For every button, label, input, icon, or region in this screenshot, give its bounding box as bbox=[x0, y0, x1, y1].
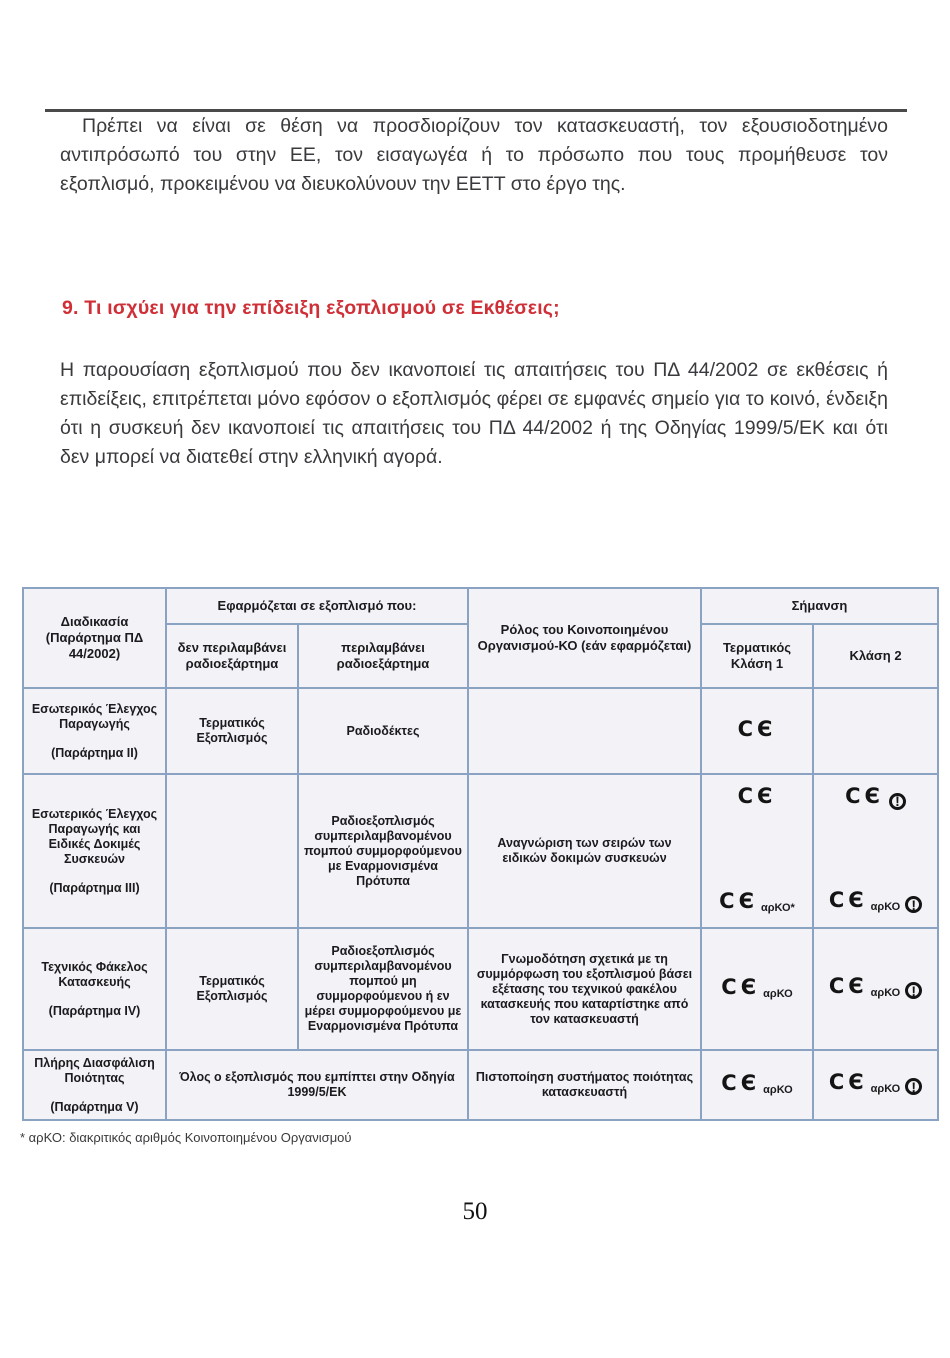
header-applies-group: Εφαρμόζεται σε εξοπλισμό που: bbox=[166, 588, 468, 624]
ce-mark: CЄ bbox=[737, 784, 777, 808]
cell-all-equipment: Όλος ο εξοπλισμός που εμπίπτει στην Οδηγία 1999/5/ΕΚ bbox=[166, 1050, 468, 1120]
alert-sign-icon: ! bbox=[905, 1078, 922, 1095]
page-number: 50 bbox=[462, 1198, 488, 1225]
cell-without-radio bbox=[166, 774, 298, 928]
cell-class2-marks bbox=[813, 1050, 938, 1120]
cell-procedure: Πλήρης Διασφάλιση Ποιότητας (Παράρτημα V) bbox=[23, 1050, 166, 1120]
cell-class1-marks bbox=[701, 928, 813, 1050]
cell-role: Πιστοποίηση συστήματος ποιότητας κατασκευαστή bbox=[468, 1050, 701, 1120]
table-row bbox=[23, 688, 938, 774]
alert-sign-icon: ! bbox=[905, 982, 922, 999]
ce-mark-arko: CЄ αρΚΟ bbox=[721, 974, 793, 1000]
cell-role: Αναγνώριση των σειρών των ειδικών δοκιμών συσκευών bbox=[468, 774, 701, 928]
alert-sign-icon: ! bbox=[889, 793, 906, 810]
table-row bbox=[23, 928, 938, 1050]
cell-class2-marks bbox=[813, 928, 938, 1050]
ce-mark: CЄ bbox=[737, 717, 777, 741]
cell-with-radio: Ραδιοεξοπλισμός συμπεριλαμβανομένου πομπού μη συμμορφούμενου ή εν μέρει συμμορφούμενου με Εναρμονισμένα Πρότυπα bbox=[298, 928, 468, 1050]
table-row bbox=[23, 1050, 938, 1120]
cell-class1-marks bbox=[701, 1050, 813, 1120]
header-class2: Κλάση 2 bbox=[813, 624, 938, 688]
conformity-procedures-table bbox=[22, 587, 939, 1121]
header-without-radio: δεν περιλαμβάνει ραδιοεξάρτημα bbox=[166, 624, 298, 688]
cell-class1-marks bbox=[701, 774, 813, 928]
section-heading: 9. Τι ισχύει για την επίδειξη εξοπλισμού σε Εκθέσεις; bbox=[62, 297, 560, 319]
header-terminal-class1: Τερματικός Κλάση 1 bbox=[701, 624, 813, 688]
cell-without-radio: Τερματικός Εξοπλισμός bbox=[166, 928, 298, 1050]
paragraph-exhibitions: Η παρουσίαση εξοπλισμού που δεν ικανοποιεί τις απαιτήσεις του ΠΔ 44/2002 σε εκθέσεις ή επιδείξεις, επιτρέπεται μόνο εφόσον ο εξοπλισμός φέρει σε εμφανές σημείο για το κοινό, ένδειξη ότι η συσκευή δεν ικανοποιεί τις απαιτήσεις του ΠΔ 44/2002 ή της Οδηγίας 1999/5/ΕΚ και ότι δεν μπορεί να διατεθεί στην ελληνική αγορά. bbox=[60, 359, 888, 468]
ce-mark-alert: CЄ ! bbox=[819, 789, 932, 810]
header-notified-body-role: Ρόλος του Κοινοποιημένου Οργανισμού-ΚΟ (εάν εφαρμόζεται) bbox=[468, 588, 701, 688]
cell-class1-marks bbox=[701, 688, 813, 774]
cell-class2-marks bbox=[813, 774, 938, 928]
header-with-radio: περιλαμβάνει ραδιοεξάρτημα bbox=[298, 624, 468, 688]
cell-without-radio: Τερματικός Εξοπλισμός bbox=[166, 688, 298, 774]
table-header-row-1 bbox=[23, 588, 938, 624]
ce-mark-arko-alert: CЄ αρΚΟ ! bbox=[829, 982, 922, 996]
table-row bbox=[23, 774, 938, 928]
cell-class2-marks bbox=[813, 688, 938, 774]
cell-with-radio: Ραδιοεξοπλισμός συμπεριλαμβανομένου πομπού συμμορφούμενου με Εναρμονισμένα Πρότυπα bbox=[298, 774, 468, 928]
cell-role: Γνωμοδότηση σχετικά με τη συμμόρφωση του εξοπλισμού βάσει εξέτασης του τεχνικού φακέλου κατασκευής που καταρτίστηκε από τον κατασκευαστή bbox=[468, 928, 701, 1050]
ce-mark-arko-alert: CЄ αρΚΟ ! bbox=[819, 893, 932, 914]
table-footnote: * αρΚΟ: διακριτικός αριθμός Κοινοποιημένου Οργανισμού bbox=[20, 1130, 352, 1145]
cell-procedure: Τεχνικός Φάκελος Κατασκευής (Παράρτημα IV) bbox=[23, 928, 166, 1050]
ce-mark-arko: CЄ αρΚΟ* bbox=[719, 889, 795, 914]
cell-with-radio: Ραδιοδέκτες bbox=[298, 688, 468, 774]
header-marking-group: Σήμανση bbox=[701, 588, 938, 624]
cell-procedure: Εσωτερικός Έλεγχος Παραγωγής (Παράρτημα ΙΙ) bbox=[23, 688, 166, 774]
cell-procedure: Εσωτερικός Έλεγχος Παραγωγής και Ειδικές Δοκιμές Συσκευών (Παράρτημα ΙΙΙ) bbox=[23, 774, 166, 928]
header-procedure: Διαδικασία (Παράρτημα ΠΔ 44/2002) bbox=[23, 588, 166, 688]
cell-role bbox=[468, 688, 701, 774]
ce-mark-arko: CЄ αρΚΟ bbox=[721, 1070, 793, 1096]
alert-sign-icon: ! bbox=[905, 896, 922, 913]
paragraph-intro: Πρέπει να είναι σε θέση να προσδιορίζουν τον κατασκευαστή, τον εξουσιοδοτημένο αντιπρόσωπό του στην ΕΕ, τον εισαγωγέα ή το πρόσωπο που τους προμήθευσε τον εξοπλισμό, προκειμένου να διευκολύνουν την ΕΕΤΤ στο έργο της. bbox=[60, 115, 888, 195]
ce-mark-arko-alert: CЄ αρΚΟ ! bbox=[829, 1078, 922, 1092]
